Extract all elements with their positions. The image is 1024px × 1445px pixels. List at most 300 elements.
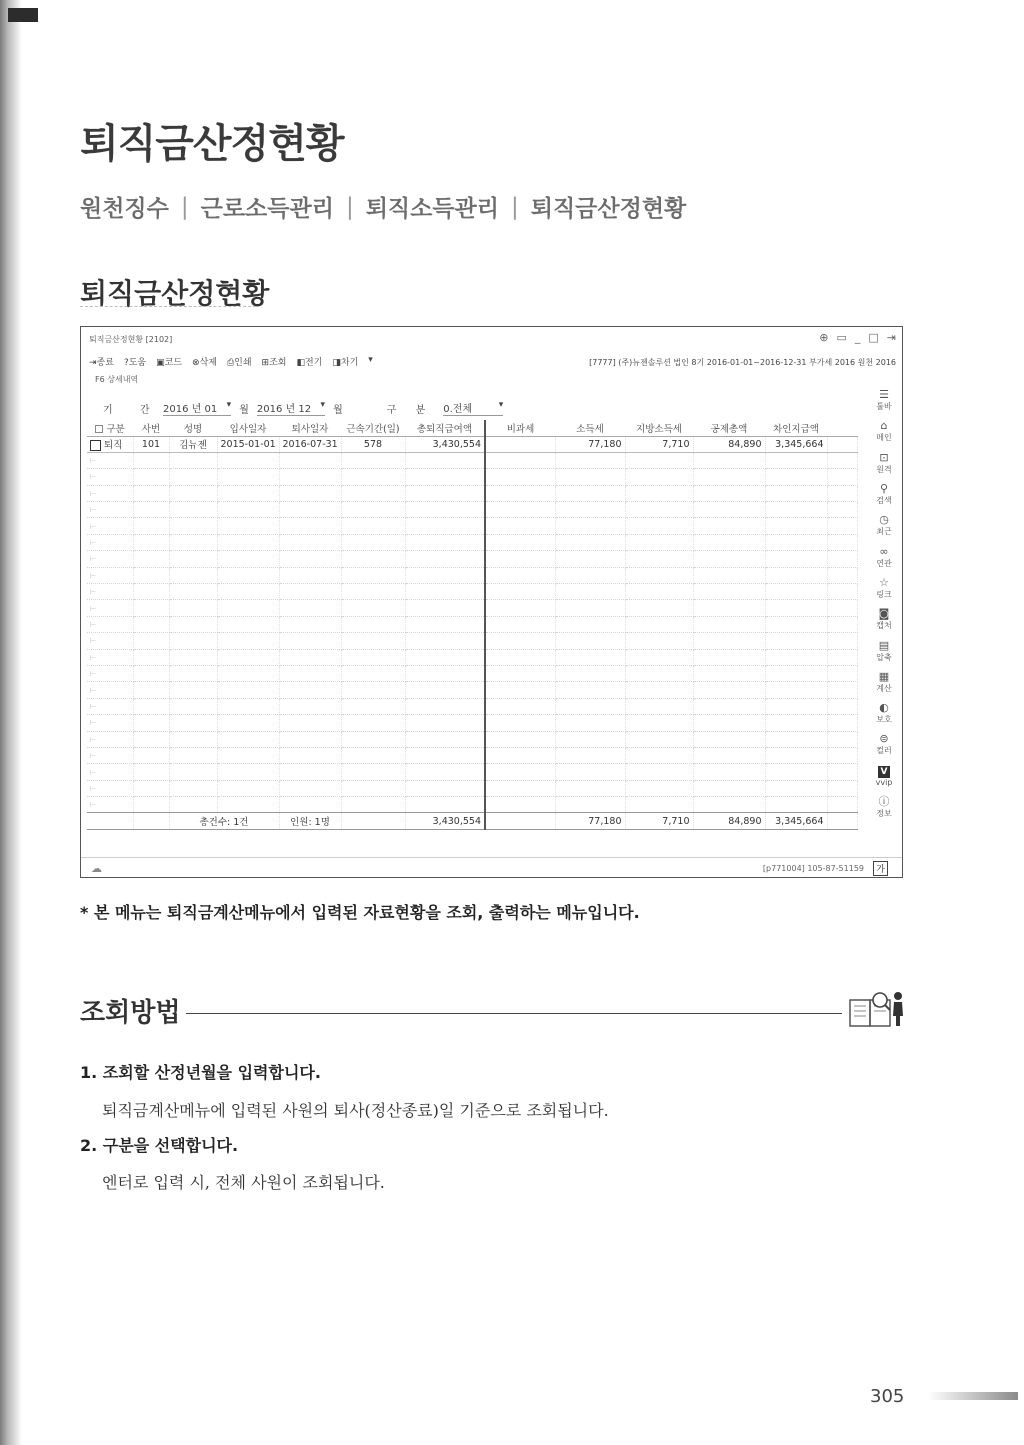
empty-table-row[interactable] bbox=[87, 534, 857, 550]
empty-cell[interactable] bbox=[405, 452, 485, 468]
empty-cell[interactable] bbox=[693, 731, 765, 747]
empty-cell[interactable] bbox=[405, 551, 485, 567]
empty-cell[interactable] bbox=[625, 682, 693, 698]
empty-cell[interactable] bbox=[765, 715, 827, 731]
empty-cell[interactable] bbox=[625, 485, 693, 501]
empty-cell[interactable] bbox=[279, 797, 341, 813]
empty-cell[interactable] bbox=[827, 665, 857, 681]
empty-cell[interactable] bbox=[625, 633, 693, 649]
empty-cell[interactable] bbox=[279, 600, 341, 616]
empty-cell[interactable] bbox=[485, 485, 555, 501]
empty-table-row[interactable] bbox=[87, 649, 857, 665]
empty-cell[interactable] bbox=[765, 452, 827, 468]
empty-cell[interactable] bbox=[169, 780, 217, 796]
empty-cell[interactable] bbox=[765, 469, 827, 485]
empty-cell[interactable] bbox=[87, 518, 133, 534]
empty-cell[interactable] bbox=[169, 600, 217, 616]
column-header[interactable]: 비과세 bbox=[485, 420, 555, 436]
empty-cell[interactable] bbox=[827, 797, 857, 813]
empty-table-row[interactable] bbox=[87, 747, 857, 763]
empty-cell[interactable] bbox=[405, 715, 485, 731]
empty-table-row[interactable] bbox=[87, 567, 857, 583]
kind-select[interactable]: 0.전체 ▾ bbox=[443, 400, 503, 416]
empty-table-row[interactable] bbox=[87, 600, 857, 616]
empty-cell[interactable] bbox=[625, 551, 693, 567]
empty-cell[interactable] bbox=[827, 567, 857, 583]
empty-cell[interactable] bbox=[279, 665, 341, 681]
empty-cell[interactable] bbox=[555, 518, 625, 534]
empty-table-row[interactable] bbox=[87, 584, 857, 600]
empty-cell[interactable] bbox=[485, 518, 555, 534]
column-header[interactable]: 공제총액 bbox=[693, 420, 765, 436]
empty-cell[interactable] bbox=[87, 452, 133, 468]
empty-cell[interactable] bbox=[169, 616, 217, 632]
empty-cell[interactable] bbox=[693, 797, 765, 813]
toolbar-more-icon[interactable]: ▾ bbox=[368, 355, 373, 365]
empty-cell[interactable] bbox=[765, 518, 827, 534]
empty-cell[interactable] bbox=[217, 649, 279, 665]
empty-cell[interactable] bbox=[555, 665, 625, 681]
empty-cell[interactable] bbox=[279, 502, 341, 518]
empty-cell[interactable] bbox=[169, 469, 217, 485]
empty-table-row[interactable] bbox=[87, 698, 857, 714]
empty-cell[interactable] bbox=[765, 485, 827, 501]
empty-cell[interactable] bbox=[625, 567, 693, 583]
empty-cell[interactable] bbox=[693, 534, 765, 550]
empty-cell[interactable] bbox=[693, 584, 765, 600]
empty-cell[interactable] bbox=[133, 633, 169, 649]
table-row[interactable] bbox=[87, 436, 857, 452]
empty-cell[interactable] bbox=[341, 485, 405, 501]
empty-cell[interactable] bbox=[217, 698, 279, 714]
empty-cell[interactable] bbox=[485, 715, 555, 731]
empty-cell[interactable] bbox=[133, 567, 169, 583]
empty-cell[interactable] bbox=[87, 584, 133, 600]
empty-cell[interactable] bbox=[405, 649, 485, 665]
empty-cell[interactable] bbox=[693, 698, 765, 714]
empty-table-row[interactable] bbox=[87, 633, 857, 649]
print-button[interactable]: ⎙인쇄 bbox=[226, 358, 252, 368]
code-button[interactable]: ▣코드 bbox=[156, 358, 183, 368]
empty-cell[interactable] bbox=[405, 567, 485, 583]
empty-cell[interactable] bbox=[217, 764, 279, 780]
empty-cell[interactable] bbox=[765, 600, 827, 616]
side-panel-item[interactable] bbox=[876, 667, 891, 698]
empty-cell[interactable] bbox=[765, 551, 827, 567]
empty-cell[interactable] bbox=[485, 649, 555, 665]
empty-cell[interactable] bbox=[169, 698, 217, 714]
empty-cell[interactable] bbox=[405, 797, 485, 813]
empty-cell[interactable] bbox=[485, 584, 555, 600]
side-panel-item[interactable] bbox=[876, 385, 891, 416]
empty-cell[interactable] bbox=[765, 534, 827, 550]
empty-cell[interactable] bbox=[405, 698, 485, 714]
empty-cell[interactable] bbox=[279, 682, 341, 698]
empty-cell[interactable] bbox=[827, 764, 857, 780]
empty-table-row[interactable] bbox=[87, 616, 857, 632]
empty-cell[interactable] bbox=[87, 731, 133, 747]
empty-cell[interactable] bbox=[765, 698, 827, 714]
empty-cell[interactable] bbox=[625, 616, 693, 632]
empty-cell[interactable] bbox=[827, 780, 857, 796]
f6-detail-label[interactable]: F6 상세내역 bbox=[95, 375, 139, 384]
empty-cell[interactable] bbox=[485, 600, 555, 616]
empty-cell[interactable] bbox=[217, 682, 279, 698]
empty-cell[interactable] bbox=[279, 747, 341, 763]
empty-cell[interactable] bbox=[217, 534, 279, 550]
empty-table-row[interactable] bbox=[87, 452, 857, 468]
empty-cell[interactable] bbox=[133, 616, 169, 632]
ime-indicator[interactable]: 가 bbox=[873, 861, 888, 876]
empty-cell[interactable] bbox=[169, 649, 217, 665]
empty-cell[interactable] bbox=[827, 747, 857, 763]
empty-cell[interactable] bbox=[485, 567, 555, 583]
empty-cell[interactable] bbox=[341, 780, 405, 796]
empty-cell[interactable] bbox=[765, 502, 827, 518]
empty-cell[interactable] bbox=[485, 682, 555, 698]
empty-cell[interactable] bbox=[341, 731, 405, 747]
empty-cell[interactable] bbox=[87, 534, 133, 550]
empty-cell[interactable] bbox=[693, 551, 765, 567]
empty-cell[interactable] bbox=[693, 485, 765, 501]
empty-cell[interactable] bbox=[341, 698, 405, 714]
empty-cell[interactable] bbox=[555, 633, 625, 649]
empty-cell[interactable] bbox=[169, 764, 217, 780]
empty-cell[interactable] bbox=[555, 797, 625, 813]
empty-cell[interactable] bbox=[625, 698, 693, 714]
empty-cell[interactable] bbox=[693, 616, 765, 632]
empty-cell[interactable] bbox=[485, 665, 555, 681]
empty-cell[interactable] bbox=[169, 567, 217, 583]
empty-cell[interactable] bbox=[87, 764, 133, 780]
row-total-pay[interactable]: 3,430,554 bbox=[405, 436, 485, 452]
empty-cell[interactable] bbox=[279, 534, 341, 550]
empty-cell[interactable] bbox=[555, 567, 625, 583]
empty-cell[interactable] bbox=[625, 780, 693, 796]
empty-cell[interactable] bbox=[827, 616, 857, 632]
side-panel-item[interactable] bbox=[876, 635, 891, 666]
query-button[interactable]: ⊞조회 bbox=[261, 358, 287, 368]
empty-cell[interactable] bbox=[169, 747, 217, 763]
select-all-checkbox[interactable] bbox=[95, 425, 103, 433]
empty-table-row[interactable] bbox=[87, 731, 857, 747]
empty-cell[interactable] bbox=[625, 518, 693, 534]
empty-cell[interactable] bbox=[133, 551, 169, 567]
empty-cell[interactable] bbox=[485, 797, 555, 813]
empty-cell[interactable] bbox=[133, 797, 169, 813]
empty-cell[interactable] bbox=[693, 452, 765, 468]
empty-cell[interactable] bbox=[87, 469, 133, 485]
empty-cell[interactable] bbox=[555, 485, 625, 501]
row-hire-date[interactable]: 2015-01-01 bbox=[217, 436, 279, 452]
help-button[interactable]: ?도움 bbox=[123, 358, 147, 368]
row-kind-cell[interactable] bbox=[87, 436, 133, 452]
empty-cell[interactable] bbox=[279, 469, 341, 485]
empty-cell[interactable] bbox=[555, 584, 625, 600]
empty-cell[interactable] bbox=[625, 502, 693, 518]
empty-cell[interactable] bbox=[765, 797, 827, 813]
empty-table-row[interactable] bbox=[87, 780, 857, 796]
empty-cell[interactable] bbox=[87, 715, 133, 731]
empty-cell[interactable] bbox=[133, 485, 169, 501]
empty-cell[interactable] bbox=[341, 633, 405, 649]
empty-cell[interactable] bbox=[169, 584, 217, 600]
empty-cell[interactable] bbox=[169, 485, 217, 501]
column-header[interactable]: 근속기간(일) bbox=[341, 420, 405, 436]
empty-cell[interactable] bbox=[625, 665, 693, 681]
empty-cell[interactable] bbox=[625, 715, 693, 731]
empty-cell[interactable] bbox=[87, 551, 133, 567]
empty-table-row[interactable] bbox=[87, 764, 857, 780]
empty-cell[interactable] bbox=[217, 780, 279, 796]
empty-cell[interactable] bbox=[765, 616, 827, 632]
empty-cell[interactable] bbox=[279, 584, 341, 600]
empty-cell[interactable] bbox=[169, 633, 217, 649]
empty-table-row[interactable] bbox=[87, 518, 857, 534]
row-local-tax[interactable]: 7,710 bbox=[625, 436, 693, 452]
empty-cell[interactable] bbox=[827, 649, 857, 665]
empty-cell[interactable] bbox=[827, 682, 857, 698]
empty-cell[interactable] bbox=[405, 764, 485, 780]
empty-cell[interactable] bbox=[693, 502, 765, 518]
empty-cell[interactable] bbox=[341, 551, 405, 567]
side-panel-item[interactable] bbox=[876, 448, 891, 479]
empty-cell[interactable] bbox=[555, 534, 625, 550]
empty-cell[interactable] bbox=[693, 567, 765, 583]
empty-cell[interactable] bbox=[405, 633, 485, 649]
empty-cell[interactable] bbox=[827, 518, 857, 534]
empty-cell[interactable] bbox=[169, 518, 217, 534]
empty-cell[interactable] bbox=[405, 665, 485, 681]
empty-cell[interactable] bbox=[133, 698, 169, 714]
empty-cell[interactable] bbox=[217, 747, 279, 763]
empty-cell[interactable] bbox=[485, 502, 555, 518]
restore-icon[interactable]: ▭ bbox=[836, 331, 847, 344]
maximize-icon[interactable]: □ bbox=[868, 331, 879, 344]
empty-cell[interactable] bbox=[279, 780, 341, 796]
empty-cell[interactable] bbox=[827, 534, 857, 550]
empty-cell[interactable] bbox=[87, 567, 133, 583]
empty-cell[interactable] bbox=[693, 633, 765, 649]
empty-cell[interactable] bbox=[133, 649, 169, 665]
empty-cell[interactable] bbox=[217, 616, 279, 632]
empty-table-row[interactable] bbox=[87, 502, 857, 518]
empty-cell[interactable] bbox=[625, 747, 693, 763]
empty-cell[interactable] bbox=[279, 616, 341, 632]
empty-cell[interactable] bbox=[341, 534, 405, 550]
empty-cell[interactable] bbox=[555, 780, 625, 796]
empty-cell[interactable] bbox=[827, 633, 857, 649]
empty-cell[interactable] bbox=[555, 682, 625, 698]
side-panel-item[interactable] bbox=[876, 541, 891, 572]
empty-cell[interactable] bbox=[827, 485, 857, 501]
next-period-button[interactable]: ◨차기 bbox=[332, 358, 359, 368]
column-header[interactable]: 지방소득세 bbox=[625, 420, 693, 436]
empty-cell[interactable] bbox=[693, 649, 765, 665]
empty-table-row[interactable] bbox=[87, 469, 857, 485]
empty-cell[interactable] bbox=[217, 551, 279, 567]
empty-cell[interactable] bbox=[87, 616, 133, 632]
empty-cell[interactable] bbox=[625, 600, 693, 616]
empty-cell[interactable] bbox=[279, 715, 341, 731]
empty-cell[interactable] bbox=[765, 584, 827, 600]
empty-cell[interactable] bbox=[217, 485, 279, 501]
empty-cell[interactable] bbox=[485, 469, 555, 485]
empty-cell[interactable] bbox=[555, 616, 625, 632]
empty-cell[interactable] bbox=[133, 665, 169, 681]
empty-cell[interactable] bbox=[555, 469, 625, 485]
zoom-icon[interactable]: ⊕ bbox=[819, 331, 829, 344]
empty-cell[interactable] bbox=[485, 534, 555, 550]
empty-cell[interactable] bbox=[341, 469, 405, 485]
empty-cell[interactable] bbox=[87, 747, 133, 763]
empty-cell[interactable] bbox=[555, 452, 625, 468]
from-month-select[interactable]: 2016 년 01 ▾ bbox=[163, 400, 231, 416]
empty-cell[interactable] bbox=[217, 584, 279, 600]
empty-cell[interactable] bbox=[217, 567, 279, 583]
empty-cell[interactable] bbox=[279, 764, 341, 780]
empty-cell[interactable] bbox=[625, 452, 693, 468]
empty-cell[interactable] bbox=[341, 616, 405, 632]
empty-cell[interactable] bbox=[217, 518, 279, 534]
empty-cell[interactable] bbox=[217, 600, 279, 616]
minimize-icon[interactable]: _ bbox=[854, 331, 861, 344]
empty-cell[interactable] bbox=[765, 633, 827, 649]
empty-cell[interactable] bbox=[169, 502, 217, 518]
empty-cell[interactable] bbox=[341, 682, 405, 698]
empty-cell[interactable] bbox=[341, 502, 405, 518]
empty-cell[interactable] bbox=[555, 764, 625, 780]
empty-cell[interactable] bbox=[555, 715, 625, 731]
empty-table-row[interactable] bbox=[87, 665, 857, 681]
empty-cell[interactable] bbox=[485, 764, 555, 780]
column-header[interactable]: 차인지급액 bbox=[765, 420, 827, 436]
empty-cell[interactable] bbox=[765, 764, 827, 780]
empty-cell[interactable] bbox=[485, 633, 555, 649]
empty-cell[interactable] bbox=[405, 518, 485, 534]
row-net-pay[interactable]: 3,345,664 bbox=[765, 436, 827, 452]
empty-cell[interactable] bbox=[485, 747, 555, 763]
empty-cell[interactable] bbox=[169, 731, 217, 747]
side-panel-item[interactable] bbox=[876, 761, 893, 792]
side-panel-item[interactable] bbox=[876, 698, 891, 729]
empty-cell[interactable] bbox=[485, 698, 555, 714]
empty-cell[interactable] bbox=[625, 731, 693, 747]
empty-cell[interactable] bbox=[87, 485, 133, 501]
side-panel-item[interactable] bbox=[876, 479, 891, 510]
empty-cell[interactable] bbox=[405, 731, 485, 747]
empty-cell[interactable] bbox=[133, 600, 169, 616]
column-header[interactable]: 퇴사일자 bbox=[279, 420, 341, 436]
empty-cell[interactable] bbox=[693, 518, 765, 534]
empty-cell[interactable] bbox=[87, 502, 133, 518]
empty-cell[interactable] bbox=[405, 747, 485, 763]
column-header[interactable]: 성명 bbox=[169, 420, 217, 436]
column-header[interactable]: 총퇴직급여액 bbox=[405, 420, 485, 436]
empty-cell[interactable] bbox=[693, 715, 765, 731]
side-panel-item[interactable] bbox=[876, 604, 891, 635]
empty-cell[interactable] bbox=[485, 551, 555, 567]
empty-cell[interactable] bbox=[279, 567, 341, 583]
side-panel-item[interactable] bbox=[876, 792, 891, 823]
empty-cell[interactable] bbox=[169, 682, 217, 698]
empty-cell[interactable] bbox=[341, 715, 405, 731]
empty-cell[interactable] bbox=[87, 780, 133, 796]
empty-cell[interactable] bbox=[765, 731, 827, 747]
empty-cell[interactable] bbox=[217, 452, 279, 468]
empty-cell[interactable] bbox=[87, 600, 133, 616]
empty-cell[interactable] bbox=[405, 469, 485, 485]
empty-cell[interactable] bbox=[133, 682, 169, 698]
empty-cell[interactable] bbox=[169, 452, 217, 468]
empty-cell[interactable] bbox=[827, 584, 857, 600]
empty-cell[interactable] bbox=[279, 731, 341, 747]
empty-cell[interactable] bbox=[133, 731, 169, 747]
empty-cell[interactable] bbox=[625, 649, 693, 665]
row-deduction[interactable]: 84,890 bbox=[693, 436, 765, 452]
empty-cell[interactable] bbox=[279, 485, 341, 501]
empty-cell[interactable] bbox=[555, 747, 625, 763]
empty-cell[interactable] bbox=[341, 600, 405, 616]
empty-cell[interactable] bbox=[87, 649, 133, 665]
empty-cell[interactable] bbox=[765, 682, 827, 698]
column-header[interactable]: 사번 bbox=[133, 420, 169, 436]
empty-table-row[interactable] bbox=[87, 551, 857, 567]
empty-cell[interactable] bbox=[279, 698, 341, 714]
row-name[interactable]: 김뉴젠 bbox=[169, 436, 217, 452]
empty-cell[interactable] bbox=[217, 731, 279, 747]
empty-cell[interactable] bbox=[625, 764, 693, 780]
empty-cell[interactable] bbox=[405, 502, 485, 518]
empty-cell[interactable] bbox=[827, 469, 857, 485]
empty-cell[interactable] bbox=[555, 600, 625, 616]
empty-cell[interactable] bbox=[827, 452, 857, 468]
empty-cell[interactable] bbox=[279, 551, 341, 567]
empty-cell[interactable] bbox=[341, 567, 405, 583]
empty-cell[interactable] bbox=[765, 665, 827, 681]
empty-cell[interactable] bbox=[625, 534, 693, 550]
exit-icon[interactable]: ⇥ bbox=[886, 331, 896, 344]
empty-cell[interactable] bbox=[341, 747, 405, 763]
empty-cell[interactable] bbox=[693, 665, 765, 681]
empty-cell[interactable] bbox=[341, 797, 405, 813]
empty-cell[interactable] bbox=[87, 665, 133, 681]
side-panel-item[interactable] bbox=[876, 729, 891, 760]
empty-cell[interactable] bbox=[693, 469, 765, 485]
empty-cell[interactable] bbox=[133, 780, 169, 796]
empty-cell[interactable] bbox=[625, 797, 693, 813]
side-panel-item[interactable] bbox=[876, 510, 891, 541]
empty-cell[interactable] bbox=[341, 584, 405, 600]
empty-cell[interactable] bbox=[279, 518, 341, 534]
empty-cell[interactable] bbox=[87, 682, 133, 698]
row-emp-no[interactable]: 101 bbox=[133, 436, 169, 452]
empty-cell[interactable] bbox=[169, 715, 217, 731]
empty-cell[interactable] bbox=[217, 469, 279, 485]
empty-cell[interactable] bbox=[405, 485, 485, 501]
side-panel-item[interactable] bbox=[876, 416, 891, 447]
empty-cell[interactable] bbox=[217, 715, 279, 731]
empty-cell[interactable] bbox=[133, 764, 169, 780]
empty-cell[interactable] bbox=[555, 502, 625, 518]
empty-cell[interactable] bbox=[405, 616, 485, 632]
empty-cell[interactable] bbox=[405, 534, 485, 550]
column-header[interactable]: 입사일자 bbox=[217, 420, 279, 436]
empty-cell[interactable] bbox=[555, 551, 625, 567]
empty-cell[interactable] bbox=[405, 584, 485, 600]
empty-cell[interactable] bbox=[279, 649, 341, 665]
empty-cell[interactable] bbox=[827, 731, 857, 747]
